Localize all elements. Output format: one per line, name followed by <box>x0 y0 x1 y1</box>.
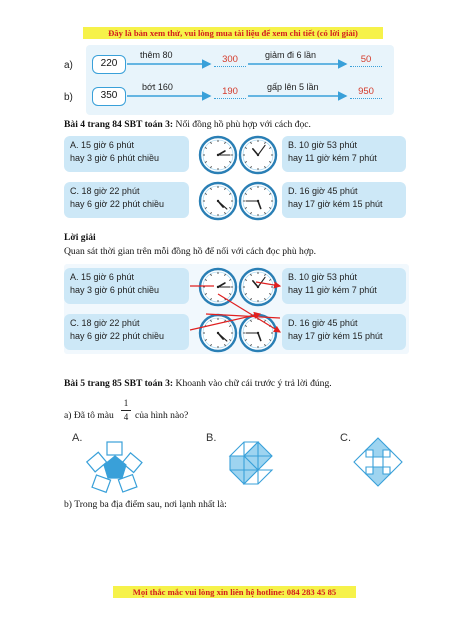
card-b: B. 10 giờ 53 phút hay 11 giờ kém 7 phút <box>282 268 406 304</box>
card-a-line1: A. 15 giờ 6 phút <box>70 140 134 150</box>
solution-heading: Lời giải <box>64 232 96 243</box>
card-b-line2: hay 11 giờ kém 7 phút <box>288 153 377 163</box>
clock-icon <box>198 135 238 175</box>
row-b-mid: 190 <box>214 86 246 99</box>
part-a-prefix: a) Đã tô màu <box>64 410 114 421</box>
row-a-op2: giảm đi 6 lần <box>265 50 317 60</box>
row-b-end: 950 <box>350 86 382 99</box>
bai5-heading <box>64 378 404 390</box>
card-d-line1: D. 16 giờ 45 phút <box>288 186 358 196</box>
match-line <box>256 282 280 286</box>
fraction-numerator: 1 <box>123 398 129 408</box>
row-b-start: 350 <box>92 87 126 106</box>
card-c: C. 18 giờ 22 phút hay 6 giờ 22 phút chiều <box>64 314 189 350</box>
diamond-figure <box>226 438 276 488</box>
row-a-label: a) <box>64 60 73 71</box>
bai5-title: Bài 5 trang 85 SBT toán 3: <box>64 378 174 389</box>
bai4-solution-panel <box>64 264 409 356</box>
card-b <box>282 136 406 172</box>
card-d: D. 16 giờ 45 phút hay 17 giờ kém 15 phút <box>282 314 406 350</box>
row-a-end: 50 <box>350 54 382 67</box>
match-line <box>218 294 280 332</box>
card-c-line2: hay 6 giờ 22 phút chiều <box>70 199 164 209</box>
diagram-arrows <box>64 45 394 115</box>
part-b: b) Trong ba địa điểm sau, nơi lạnh nhất là: <box>64 499 227 510</box>
bai4-prompt: Nối đồng hồ phù hợp với cách đọc. <box>175 119 311 130</box>
clock-icon <box>238 181 278 221</box>
bai5-prompt: Khoanh vào chữ cái trước ý trả lời đúng. <box>175 378 332 389</box>
option-b-label[interactable]: B. <box>206 432 217 444</box>
row-b-op1: bớt 160 <box>142 82 173 92</box>
pentagon-figure <box>84 440 146 496</box>
fraction-denominator: 4 <box>123 412 129 422</box>
bai4-question-panel <box>64 136 409 228</box>
row-b-op2: gấp lên 5 lần <box>267 82 319 92</box>
clock-icon <box>198 181 238 221</box>
card-d <box>282 182 406 218</box>
option-a-label[interactable]: A. <box>72 432 83 444</box>
solution-text: Quan sát thời gian trên mỗi đồng hồ để nối với cách đọc phù hợp. <box>64 246 317 257</box>
row-b-label: b) <box>64 92 73 103</box>
card-c <box>64 182 189 218</box>
card-b-line1: B. 10 giờ 53 phút <box>288 140 357 150</box>
card-a <box>64 136 189 172</box>
exercise3-diagram <box>64 45 394 115</box>
hotline-banner: Mọi thắc mắc vui lòng xin liên hệ hotline: 084 283 45 85 <box>113 586 356 598</box>
card-a: A. 15 giờ 6 phút hay 3 giờ 6 phút chiều <box>64 268 189 304</box>
card-a-line2: hay 3 giờ 6 phút chiều <box>70 153 159 163</box>
card-c-line1: C. 18 giờ 22 phút <box>70 186 140 196</box>
bai4-heading <box>64 119 404 131</box>
card-d-line2: hay 17 giờ kém 15 phút <box>288 199 383 209</box>
option-c-label[interactable]: C. <box>340 432 351 444</box>
fraction <box>121 398 131 423</box>
row-a-start: 220 <box>92 55 126 74</box>
part-a-suffix: của hình nào? <box>135 410 189 421</box>
clock-icon <box>238 135 278 175</box>
answer-lines <box>64 264 409 356</box>
row-a-mid: 300 <box>214 54 246 67</box>
preview-banner: Đây là bản xem thử, vui lòng mua tài liệu để xem chi tiết (có lời giải) <box>83 27 383 39</box>
row-a-op1: thêm 80 <box>140 50 173 60</box>
pinwheel-figure <box>352 436 404 488</box>
bai4-title: Bài 4 trang 84 SBT toán 3: <box>64 119 174 130</box>
